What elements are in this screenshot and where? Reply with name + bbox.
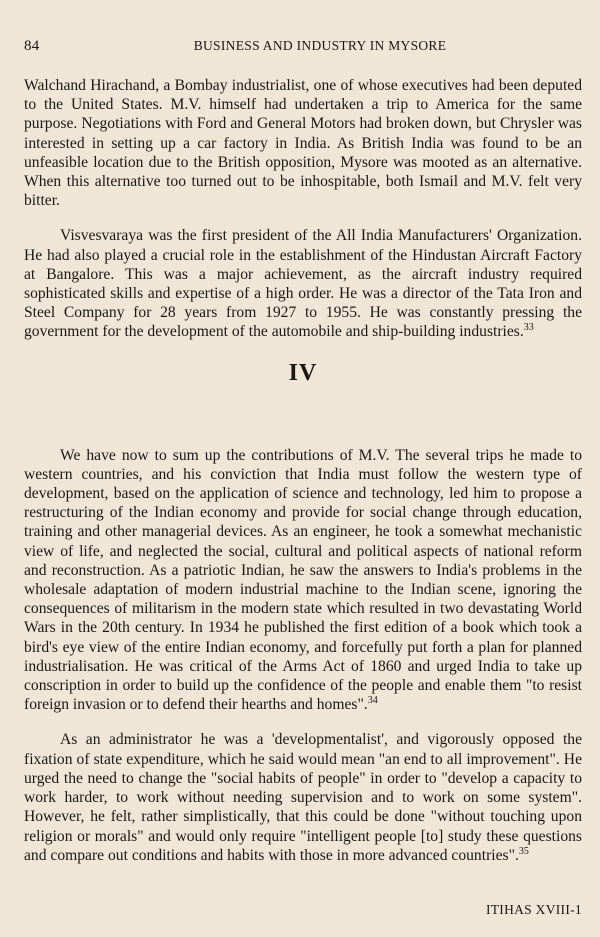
body-paragraph-4	[24, 730, 582, 864]
page-header	[24, 38, 582, 64]
running-title: BUSINESS AND INDUSTRY IN MYSORE	[193, 38, 447, 53]
document-page	[24, 38, 582, 918]
footnote-ref-35[interactable]: 35	[518, 845, 529, 857]
paragraph-text: Walchand Hirachand, a Bombay industrialist, one of whose executives had been deputed to the United States. M.V. himself had undertaken a trip to America for the same purpose. Negotiations with Ford and General Motors had broken down, but Chrysler was interested in setting up a car factory in India. As British India was found to be an unfeasible location due to the British opposition, Mysore was mooted as an alternative. When this alternative too turned out to be inhospitable, both Ismail and M.V. felt very bitter.	[24, 77, 582, 210]
page-number: 84	[24, 38, 40, 54]
paragraph-text: Visvesvaraya was the first president of the All India Manufacturers' Organization. He had also played a crucial role in the establishment of the Hindustan Aircraft Factory at Bangalore. This was a major achievement, as the aircraft industry required sophisticated skills and expertise of a high order. He was a director of the Tata Iron and Steel Company for 28 years from 1927 to 1955. He was constantly pressing the government for the development of the automobile and ship-building industries.	[24, 227, 582, 341]
paragraph-text: As an administrator he was a 'developmentalist', and vigorously opposed the fixation of state expenditure, which he said would mean "an end to all improvement". He urged the need to change the "social habits of people" in order to "develop a capacity to work harder, to work without needing supervision and to work on some system". However, he felt, rather simplistically, that this could be done "without touching upon religion or morals" and would only require "intelligent people [to] study these questions and compare out conditions and habits with those in more advanced countries".	[24, 731, 582, 864]
paragraph-text: We have now to sum up the contributions of M.V. The several trips he made to western countries, and his conviction that India must follow the western type of development, based on the application of science and technology, led him to propose a restructuring of the Indian economy and provide for social change through education, training and other managerial devices. As an engineer, he took a somewhat mechanistic view of life, and neglected the social, cultural and political aspects of national reform and reconstruction. As a patriotic Indian, he saw the answers to India's problems in the wholesale adaptation of modern industrial machine to the Indian scene, ignoring the consequences of militarism in the modern state which resulted in two devastating World Wars in the 20th century. In 1934 he published the first edition of a book which took a bird's eye view of the entire Indian economy, and forcefully put forth a plan for planned industrialisation. He was critical of the Arms Act of 1860 and urged India to take up conscription in order to build up the confidence of the people and enable them "to resist foreign invasion or to defend their hearths and homes".	[24, 446, 582, 714]
body-paragraph-2	[24, 226, 582, 341]
journal-footer: ITIHAS XVIII-1	[485, 902, 582, 917]
footnote-ref-33[interactable]: 33	[523, 322, 534, 334]
footnote-ref-34[interactable]: 34	[367, 695, 378, 707]
section-heading: IV	[288, 359, 318, 386]
body-paragraph-1	[24, 76, 582, 210]
body-paragraph-3	[24, 446, 582, 715]
